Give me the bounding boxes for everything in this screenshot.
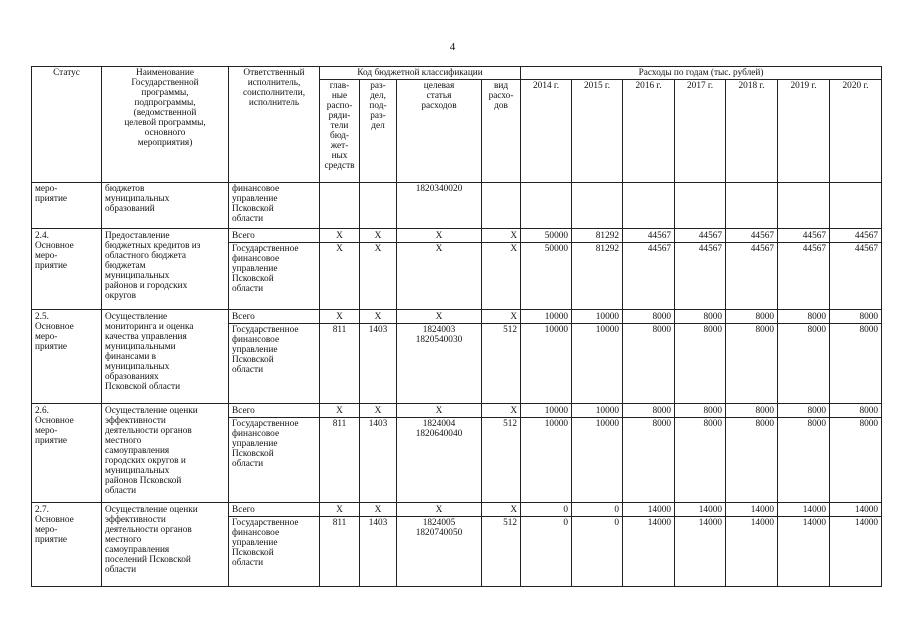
- value-cell: 10000: [572, 404, 623, 418]
- value-cell: 8000: [830, 310, 882, 324]
- value-cell: 14000: [726, 503, 778, 517]
- value-cell: 14000: [778, 517, 830, 587]
- name-cell: Осуществление оценки эффективности деятельности органов местного самоуправления городских округов и муниципальных районов Псковской области: [102, 404, 229, 503]
- code-target-cell: X: [397, 503, 482, 517]
- value-cell: 10000: [572, 310, 623, 324]
- header-year: 2017 г.: [675, 80, 726, 183]
- value-cell: 10000: [521, 310, 572, 324]
- page-number: 4: [449, 41, 456, 53]
- value-cell: 8000: [623, 324, 675, 404]
- code-main-cell: X: [320, 310, 360, 324]
- table-header: [32, 67, 882, 183]
- table-row: [32, 503, 882, 517]
- value-cell: 44567: [830, 243, 882, 310]
- header-year: 2016 г.: [623, 80, 675, 183]
- name-cell: бюджетов муниципальных образований: [102, 183, 229, 229]
- value-cell: 8000: [675, 404, 726, 418]
- value-cell: 14000: [675, 517, 726, 587]
- header-year: 2019 г.: [778, 80, 830, 183]
- value-cell: 50000: [521, 243, 572, 310]
- value-cell: [726, 183, 778, 229]
- table-row: [32, 404, 882, 418]
- value-cell: 10000: [521, 324, 572, 404]
- value-cell: 14000: [623, 503, 675, 517]
- value-cell: 44567: [623, 243, 675, 310]
- code-target-cell: 1824003 1820540030: [397, 324, 482, 404]
- value-cell: 8000: [726, 418, 778, 503]
- status-cell: 2.7. Основное меро- приятие: [32, 503, 102, 587]
- value-cell: 8000: [726, 404, 778, 418]
- code-main-cell: 811: [320, 324, 360, 404]
- value-cell: 0: [521, 517, 572, 587]
- name-cell: Предоставление бюджетных кредитов из областного бюджета бюджетам муниципальных районов и городских округов: [102, 229, 229, 310]
- code-main-cell: [320, 183, 360, 229]
- value-cell: 10000: [521, 418, 572, 503]
- value-cell: 44567: [675, 243, 726, 310]
- code-main-cell: X: [320, 243, 360, 310]
- value-cell: [675, 183, 726, 229]
- value-cell: 14000: [830, 503, 882, 517]
- table-body: [32, 183, 882, 587]
- value-cell: 0: [572, 517, 623, 587]
- value-cell: 8000: [830, 418, 882, 503]
- value-cell: [778, 183, 830, 229]
- value-cell: [623, 183, 675, 229]
- value-cell: 0: [521, 503, 572, 517]
- responsible-cell: Всего: [229, 404, 320, 418]
- value-cell: 44567: [726, 243, 778, 310]
- code-section-cell: 1403: [360, 418, 397, 503]
- name-cell: Осуществление оценки эффективности деятельности органов местного самоуправления поселений Псковской области: [102, 503, 229, 587]
- code-target-cell: X: [397, 404, 482, 418]
- status-cell: 2.4. Основное меро- приятие: [32, 229, 102, 310]
- value-cell: 8000: [830, 404, 882, 418]
- header-year: 2018 г.: [726, 80, 778, 183]
- value-cell: 0: [572, 503, 623, 517]
- value-cell: 44567: [778, 243, 830, 310]
- responsible-cell: Государственное финансовое управление Псковской области: [229, 517, 320, 587]
- header-year: 2015 г.: [572, 80, 623, 183]
- code-main-cell: X: [320, 229, 360, 243]
- value-cell: 8000: [778, 404, 830, 418]
- value-cell: 14000: [778, 503, 830, 517]
- code-section-cell: X: [360, 310, 397, 324]
- code-section-cell: [360, 183, 397, 229]
- value-cell: 14000: [726, 517, 778, 587]
- responsible-cell: Государственное финансовое управление Псковской области: [229, 418, 320, 503]
- header-code-target: целевая статья расходов: [397, 80, 482, 183]
- responsible-cell: Государственное финансовое управление Псковской области: [229, 324, 320, 404]
- header-code-main: глав- ные распо- ряди- тели бюд- жет- ных средств: [320, 80, 360, 183]
- value-cell: 8000: [675, 418, 726, 503]
- code-type-cell: 512: [482, 418, 521, 503]
- name-cell: Осуществление мониторинга и оценка качества управления муниципальными финансами в муниципальных образованиях Псковской области: [102, 310, 229, 404]
- code-main-cell: 811: [320, 517, 360, 587]
- code-type-cell: X: [482, 503, 521, 517]
- code-section-cell: X: [360, 229, 397, 243]
- code-section-cell: X: [360, 404, 397, 418]
- value-cell: 14000: [675, 503, 726, 517]
- value-cell: 10000: [521, 404, 572, 418]
- value-cell: 8000: [726, 324, 778, 404]
- table-row: [32, 229, 882, 243]
- value-cell: 8000: [726, 310, 778, 324]
- value-cell: 8000: [623, 418, 675, 503]
- value-cell: [830, 183, 882, 229]
- status-cell: 2.6. Основное меро- приятие: [32, 404, 102, 503]
- code-type-cell: [482, 183, 521, 229]
- responsible-cell: Государственное финансовое управление Псковской области: [229, 243, 320, 310]
- value-cell: 81292: [572, 229, 623, 243]
- code-section-cell: 1403: [360, 324, 397, 404]
- code-section-cell: X: [360, 243, 397, 310]
- value-cell: 8000: [675, 310, 726, 324]
- value-cell: [521, 183, 572, 229]
- code-target-cell: X: [397, 310, 482, 324]
- value-cell: [572, 183, 623, 229]
- budget-table: [31, 66, 882, 587]
- code-section-cell: X: [360, 503, 397, 517]
- value-cell: 44567: [726, 229, 778, 243]
- value-cell: 14000: [623, 517, 675, 587]
- value-cell: 81292: [572, 243, 623, 310]
- value-cell: 10000: [572, 418, 623, 503]
- code-target-cell: 1820340020: [397, 183, 482, 229]
- responsible-cell: Всего: [229, 229, 320, 243]
- value-cell: 8000: [623, 404, 675, 418]
- status-cell: 2.5. Основное меро- приятие: [32, 310, 102, 404]
- code-type-cell: X: [482, 243, 521, 310]
- header-code-group: Код бюджетной классификации: [320, 67, 521, 80]
- code-type-cell: 512: [482, 324, 521, 404]
- header-code-section: раз- дел, под- раз- дел: [360, 80, 397, 183]
- code-main-cell: 811: [320, 418, 360, 503]
- value-cell: 14000: [830, 517, 882, 587]
- header-year: 2014 г.: [521, 80, 572, 183]
- code-main-cell: X: [320, 503, 360, 517]
- value-cell: 8000: [778, 418, 830, 503]
- header-year: 2020 г.: [830, 80, 882, 183]
- code-target-cell: X: [397, 229, 482, 243]
- header-responsible: Ответственный исполнитель, соисполнители, исполнитель: [229, 67, 320, 183]
- code-type-cell: 512: [482, 517, 521, 587]
- value-cell: 8000: [830, 324, 882, 404]
- code-section-cell: 1403: [360, 517, 397, 587]
- header-code-type: вид расхо- дов: [482, 80, 521, 183]
- code-type-cell: X: [482, 310, 521, 324]
- header-status: Статус: [32, 67, 102, 183]
- code-type-cell: X: [482, 404, 521, 418]
- code-target-cell: X: [397, 243, 482, 310]
- value-cell: 44567: [675, 229, 726, 243]
- header-years-group: Расходы по годам (тыс. рублей): [521, 67, 882, 80]
- value-cell: 10000: [572, 324, 623, 404]
- responsible-cell: финансовое управление Псковской области: [229, 183, 320, 229]
- value-cell: 8000: [675, 324, 726, 404]
- value-cell: 44567: [778, 229, 830, 243]
- value-cell: 50000: [521, 229, 572, 243]
- header-name: Наименование Государственной программы, подпрограммы, (ведомственной целевой программы, основного мероприятия): [102, 67, 229, 183]
- value-cell: 8000: [623, 310, 675, 324]
- value-cell: 8000: [778, 310, 830, 324]
- table-row: [32, 183, 882, 229]
- responsible-cell: Всего: [229, 310, 320, 324]
- code-target-cell: 1824005 1820740050: [397, 517, 482, 587]
- code-target-cell: 1824004 1820640040: [397, 418, 482, 503]
- value-cell: 44567: [623, 229, 675, 243]
- value-cell: 8000: [778, 324, 830, 404]
- code-main-cell: X: [320, 404, 360, 418]
- value-cell: 44567: [830, 229, 882, 243]
- status-cell: меро- приятие: [32, 183, 102, 229]
- responsible-cell: Всего: [229, 503, 320, 517]
- table-row: [32, 310, 882, 324]
- code-type-cell: X: [482, 229, 521, 243]
